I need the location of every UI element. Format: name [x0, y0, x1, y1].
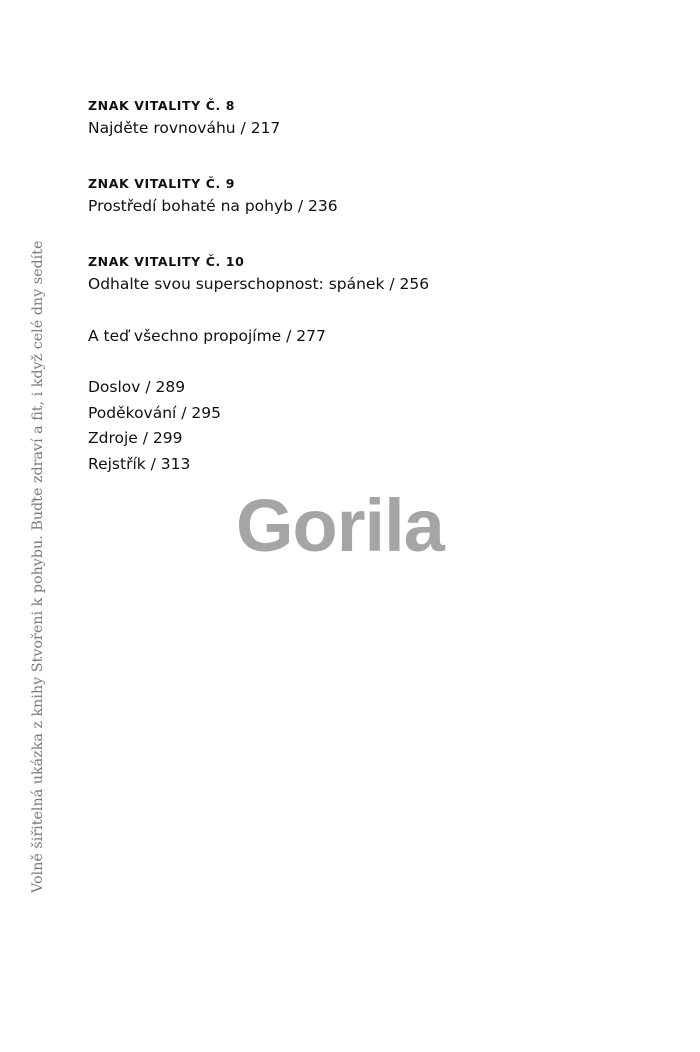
toc-entry: Prostředí bohaté na pohyb / 236 [88, 197, 338, 215]
toc-entry: Odhalte svou superschopnost: spánek / 256 [88, 275, 430, 293]
back-matter-list [88, 375, 608, 477]
section-label: ZNAK VITALITY Č. 8 [88, 98, 236, 113]
table-of-contents [88, 97, 608, 477]
toc-section-8 [88, 97, 608, 141]
sidebar-notice: Volně šiřitelná ukázka z knihy Stvořeni k pohybu. Buďte zdraví a fit, i když celé dny sedíte [30, 240, 46, 893]
publisher-logo: Gorila [236, 484, 444, 567]
toc-entry: Zdroje / 299 [88, 429, 183, 447]
toc-entry: Rejstřík / 313 [88, 454, 191, 473]
toc-entry: Poděkování / 295 [88, 403, 222, 422]
section-label: ZNAK VITALITY Č. 10 [88, 254, 245, 269]
toc-entry: Najděte rovnováhu / 217 [88, 119, 281, 137]
section-label: ZNAK VITALITY Č. 9 [88, 176, 236, 191]
toc-entry: Doslov / 289 [88, 378, 186, 396]
toc-section-10 [88, 253, 608, 297]
toc-section-9 [88, 175, 608, 219]
toc-entry-standalone: A teď všechno propojíme / 277 [88, 327, 326, 345]
